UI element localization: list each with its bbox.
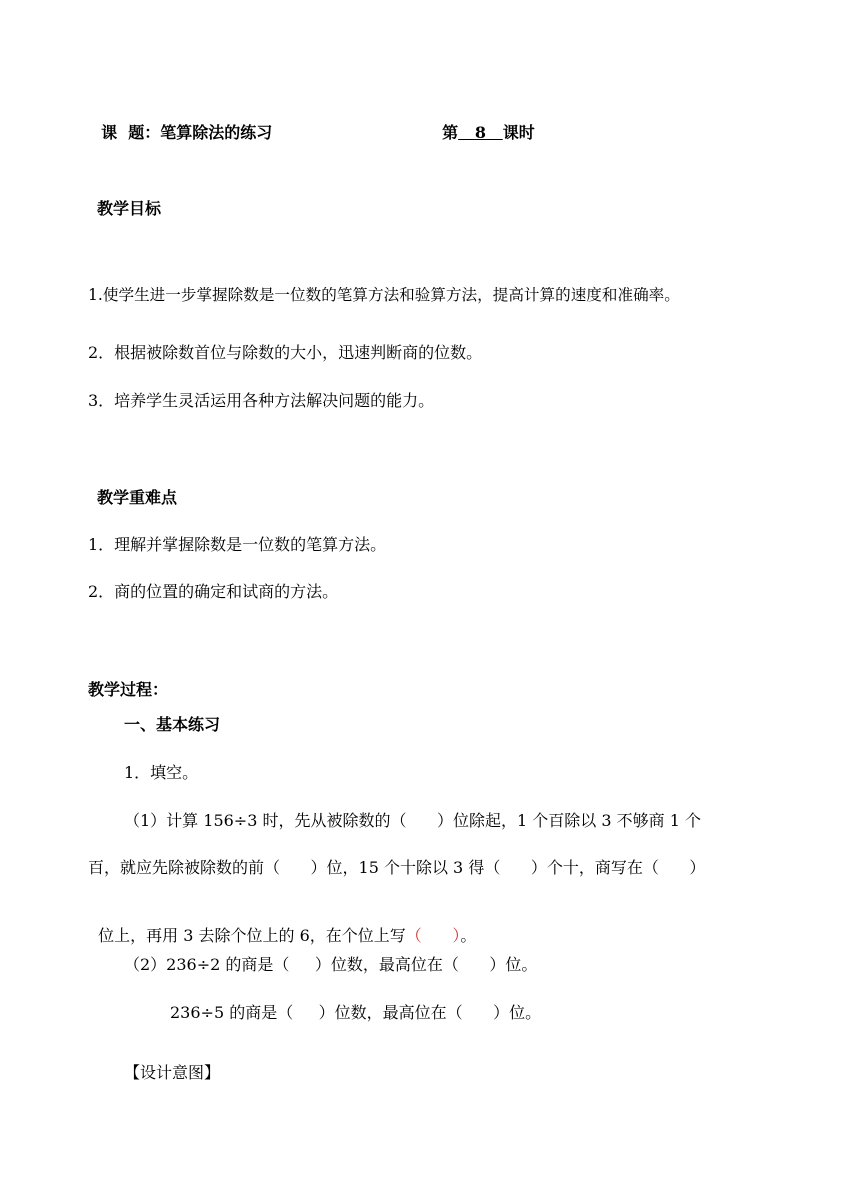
q1-1-line-1: （1）计算 156÷3 时，先从被除数的（ ）位除起，1 个百除以 3 不够商 1 个 — [124, 811, 701, 830]
lesson-number-line — [431, 103, 535, 143]
lesson-suffix: 课时 — [502, 123, 535, 142]
objective-item-2: 2．根据被除数首位与除数的大小，迅速判断商的位数。 — [88, 343, 483, 362]
objectives-heading: 教学目标 — [97, 199, 162, 218]
lesson-number: 8 — [474, 123, 487, 142]
lesson-prefix: 第 — [442, 123, 459, 142]
section-basic-practice: 一、基本练习 — [124, 715, 221, 734]
q1-2-line-1: （2）236÷2 的商是（ ）位数，最高位在（ ）位。 — [124, 955, 538, 974]
objective-item-3: 3．培养学生灵活运用各种方法解决问题的能力。 — [88, 391, 435, 410]
key-points-heading: 教学重难点 — [97, 488, 178, 507]
lesson-topic — [90, 103, 272, 143]
q1-1-line-3-text: 位上，再用 3 去除个位上的 6，在个位上写 — [98, 926, 406, 945]
q1-1-line-3-end: 。 — [460, 926, 477, 945]
answer-blank-red: （ ） — [405, 926, 461, 945]
q1-1-line-3 — [88, 906, 476, 946]
q1-1-line-2: 百，就应先除被除数的前（ ）位，15 个十除以 3 得（ ）个十，商写在（ ） — [88, 858, 706, 877]
q1-2-line-2: 236÷5 的商是（ ）位数，最高位在（ ）位。 — [170, 1003, 542, 1022]
topic-prefix: 课 题： — [101, 123, 161, 142]
key-point-item-2: 2．商的位置的确定和试商的方法。 — [88, 582, 339, 601]
topic-title: 笔算除法的练习 — [160, 123, 273, 142]
design-intent-label: 【设计意图】 — [124, 1063, 221, 1082]
question-1-title: 1．填空。 — [124, 763, 199, 782]
key-point-item-1: 1．理解并掌握除数是一位数的笔算方法。 — [88, 535, 387, 554]
objective-item-1: 1.使学生进一步掌握除数是一位数的笔算方法和验算方法，提高计算的速度和准确率。 — [88, 286, 680, 304]
process-heading: 教学过程： — [88, 680, 169, 699]
